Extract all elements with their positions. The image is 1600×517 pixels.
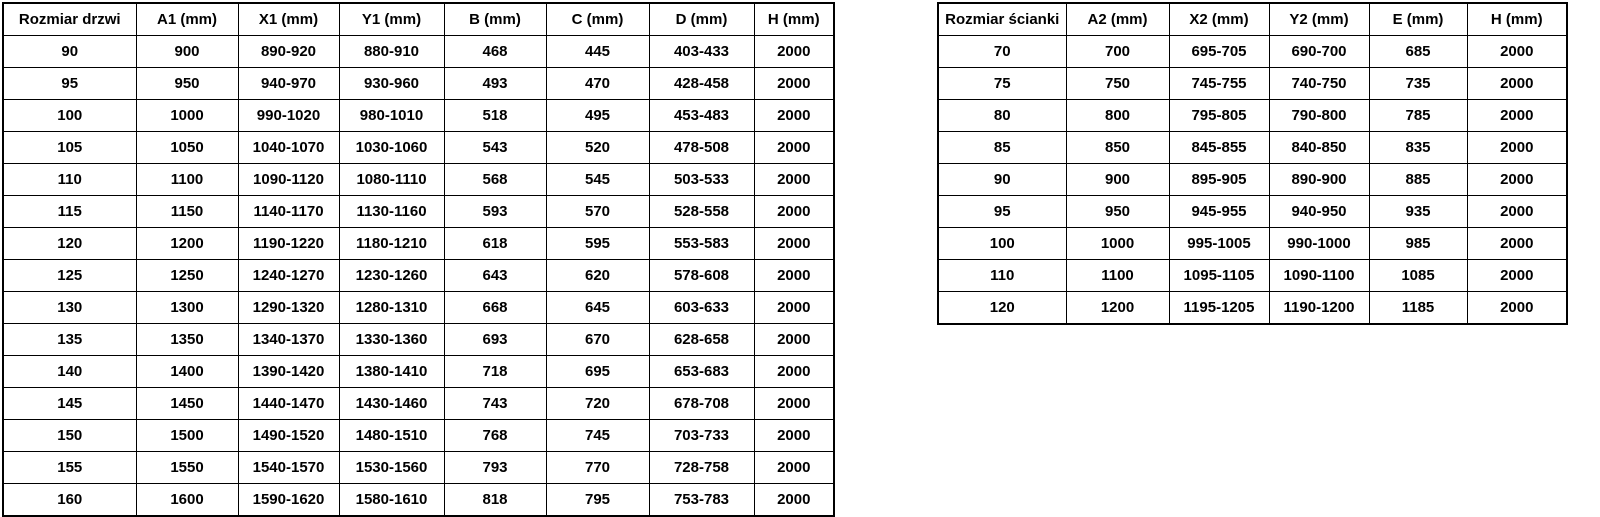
table-cell: 95: [938, 196, 1066, 228]
table-cell: 1290-1320: [238, 292, 339, 324]
table-cell: 2000: [754, 356, 834, 388]
table-cell: 145: [3, 388, 136, 420]
table-cell: 950: [136, 68, 238, 100]
table-cell: 768: [444, 420, 546, 452]
table-row: [3, 100, 834, 132]
table-cell: 1000: [136, 100, 238, 132]
table-cell: 2000: [754, 196, 834, 228]
table-cell: 130: [3, 292, 136, 324]
header-cell: H (mm): [754, 3, 834, 36]
table-cell: 740-750: [1269, 68, 1369, 100]
table-cell: 2000: [1467, 36, 1567, 68]
table-cell: 793: [444, 452, 546, 484]
table-cell: 2000: [754, 324, 834, 356]
header-cell: E (mm): [1369, 3, 1467, 36]
header-cell: H (mm): [1467, 3, 1567, 36]
table-row: [3, 356, 834, 388]
table-cell: 1530-1560: [339, 452, 444, 484]
table-cell: 880-910: [339, 36, 444, 68]
table-cell: 545: [546, 164, 649, 196]
table-cell: 670: [546, 324, 649, 356]
table-cell: 1540-1570: [238, 452, 339, 484]
table-cell: 745: [546, 420, 649, 452]
table-cell: 628-658: [649, 324, 754, 356]
table-cell: 950: [1066, 196, 1169, 228]
table-cell: 620: [546, 260, 649, 292]
table-cell: 945-955: [1169, 196, 1269, 228]
header-cell: Rozmiar ścianki: [938, 3, 1066, 36]
table-cell: 2000: [754, 260, 834, 292]
table-cell: 1040-1070: [238, 132, 339, 164]
table-cell: 1090-1100: [1269, 260, 1369, 292]
table-cell: 100: [938, 228, 1066, 260]
table-cell: 695: [546, 356, 649, 388]
table-cell: 595: [546, 228, 649, 260]
table-cell: 845-855: [1169, 132, 1269, 164]
table-cell: 1480-1510: [339, 420, 444, 452]
table-cell: 1195-1205: [1169, 292, 1269, 325]
table-cell: 995-1005: [1169, 228, 1269, 260]
table-cell: 1000: [1066, 228, 1169, 260]
table-cell: 1095-1105: [1169, 260, 1269, 292]
table-cell: 150: [3, 420, 136, 452]
table-cell: 115: [3, 196, 136, 228]
table-cell: 1330-1360: [339, 324, 444, 356]
table-cell: 653-683: [649, 356, 754, 388]
table-cell: 85: [938, 132, 1066, 164]
table-cell: 890-920: [238, 36, 339, 68]
table-cell: 695-705: [1169, 36, 1269, 68]
table-cell: 1300: [136, 292, 238, 324]
table-cell: 2000: [754, 484, 834, 517]
wall-size-table: [937, 2, 1568, 325]
table-cell: 1580-1610: [339, 484, 444, 517]
table-cell: 2000: [754, 132, 834, 164]
table-row: [938, 68, 1567, 100]
table-row: [3, 388, 834, 420]
table-cell: 553-583: [649, 228, 754, 260]
table-cell: 1500: [136, 420, 238, 452]
table-cell: 2000: [754, 452, 834, 484]
table-cell: 570: [546, 196, 649, 228]
table-row: [938, 100, 1567, 132]
table-cell: 1050: [136, 132, 238, 164]
table-cell: 105: [3, 132, 136, 164]
table-cell: 2000: [1467, 164, 1567, 196]
table-cell: 1490-1520: [238, 420, 339, 452]
table-cell: 980-1010: [339, 100, 444, 132]
table-cell: 155: [3, 452, 136, 484]
table-cell: 2000: [1467, 196, 1567, 228]
table-cell: 900: [1066, 164, 1169, 196]
table-cell: 2000: [1467, 100, 1567, 132]
table-cell: 2000: [754, 228, 834, 260]
table-cell: 895-905: [1169, 164, 1269, 196]
table-cell: 125: [3, 260, 136, 292]
table-cell: 603-633: [649, 292, 754, 324]
table-cell: 578-608: [649, 260, 754, 292]
table-cell: 900: [136, 36, 238, 68]
table-cell: 685: [1369, 36, 1467, 68]
table-row: [3, 484, 834, 517]
table-cell: 478-508: [649, 132, 754, 164]
table-cell: 403-433: [649, 36, 754, 68]
table-row: [938, 260, 1567, 292]
table-cell: 528-558: [649, 196, 754, 228]
table-cell: 1190-1200: [1269, 292, 1369, 325]
table-cell: 885: [1369, 164, 1467, 196]
table-cell: 70: [938, 36, 1066, 68]
table-row: [3, 420, 834, 452]
table-cell: 543: [444, 132, 546, 164]
table-row: [3, 324, 834, 356]
table-cell: 1100: [136, 164, 238, 196]
table-cell: 1250: [136, 260, 238, 292]
table-cell: 100: [3, 100, 136, 132]
table-cell: 935: [1369, 196, 1467, 228]
table-cell: 990-1000: [1269, 228, 1369, 260]
door-size-table: [2, 2, 835, 517]
table-cell: 643: [444, 260, 546, 292]
table-cell: 468: [444, 36, 546, 68]
table-cell: 940-970: [238, 68, 339, 100]
table-row: [3, 132, 834, 164]
table-cell: 840-850: [1269, 132, 1369, 164]
table-cell: 1130-1160: [339, 196, 444, 228]
table-cell: 2000: [754, 36, 834, 68]
table-cell: 1150: [136, 196, 238, 228]
table-row: [3, 36, 834, 68]
header-cell: X1 (mm): [238, 3, 339, 36]
table-cell: 850: [1066, 132, 1169, 164]
table-cell: 1100: [1066, 260, 1169, 292]
table-cell: 1200: [1066, 292, 1169, 325]
table-cell: 785: [1369, 100, 1467, 132]
table-cell: 120: [3, 228, 136, 260]
table-cell: 518: [444, 100, 546, 132]
table-row: [3, 292, 834, 324]
table-cell: 120: [938, 292, 1066, 325]
table-cell: 1180-1210: [339, 228, 444, 260]
table-row: [3, 68, 834, 100]
table-cell: 645: [546, 292, 649, 324]
door-table-header-row: [3, 3, 834, 36]
table-cell: 493: [444, 68, 546, 100]
header-cell: B (mm): [444, 3, 546, 36]
table-cell: 95: [3, 68, 136, 100]
header-cell: A1 (mm): [136, 3, 238, 36]
table-cell: 75: [938, 68, 1066, 100]
table-cell: 743: [444, 388, 546, 420]
table-cell: 428-458: [649, 68, 754, 100]
wall-table-header-row: [938, 3, 1567, 36]
table-cell: 735: [1369, 68, 1467, 100]
table-cell: 1280-1310: [339, 292, 444, 324]
table-cell: 2000: [754, 388, 834, 420]
table-row: [938, 164, 1567, 196]
table-cell: 2000: [1467, 228, 1567, 260]
table-cell: 770: [546, 452, 649, 484]
table-cell: 495: [546, 100, 649, 132]
table-cell: 818: [444, 484, 546, 517]
table-cell: 453-483: [649, 100, 754, 132]
table-cell: 618: [444, 228, 546, 260]
table-cell: 1450: [136, 388, 238, 420]
table-cell: 90: [3, 36, 136, 68]
table-cell: 110: [3, 164, 136, 196]
table-cell: 1350: [136, 324, 238, 356]
table-cell: 720: [546, 388, 649, 420]
table-cell: 790-800: [1269, 100, 1369, 132]
table-cell: 135: [3, 324, 136, 356]
table-cell: 1550: [136, 452, 238, 484]
table-cell: 2000: [1467, 132, 1567, 164]
table-cell: 728-758: [649, 452, 754, 484]
table-cell: 90: [938, 164, 1066, 196]
table-cell: 2000: [754, 292, 834, 324]
table-cell: 750: [1066, 68, 1169, 100]
header-cell: C (mm): [546, 3, 649, 36]
table-cell: 2000: [754, 164, 834, 196]
table-cell: 593: [444, 196, 546, 228]
table-cell: 80: [938, 100, 1066, 132]
wall-table-body: [938, 36, 1567, 325]
table-cell: 140: [3, 356, 136, 388]
table-cell: 678-708: [649, 388, 754, 420]
header-cell: A2 (mm): [1066, 3, 1169, 36]
table-cell: 795: [546, 484, 649, 517]
table-cell: 470: [546, 68, 649, 100]
table-row: [938, 292, 1567, 325]
table-row: [938, 36, 1567, 68]
table-row: [938, 196, 1567, 228]
table-cell: 1380-1410: [339, 356, 444, 388]
table-cell: 1030-1060: [339, 132, 444, 164]
table-cell: 1090-1120: [238, 164, 339, 196]
table-cell: 718: [444, 356, 546, 388]
table-row: [3, 164, 834, 196]
header-cell: Y1 (mm): [339, 3, 444, 36]
table-cell: 1430-1460: [339, 388, 444, 420]
door-table-body: [3, 36, 834, 517]
table-row: [3, 196, 834, 228]
table-cell: 745-755: [1169, 68, 1269, 100]
table-cell: 160: [3, 484, 136, 517]
table-cell: 2000: [754, 68, 834, 100]
table-cell: 1200: [136, 228, 238, 260]
table-cell: 753-783: [649, 484, 754, 517]
table-cell: 700: [1066, 36, 1169, 68]
table-cell: 1190-1220: [238, 228, 339, 260]
table-cell: 1400: [136, 356, 238, 388]
table-cell: 1080-1110: [339, 164, 444, 196]
table-cell: 1185: [1369, 292, 1467, 325]
table-cell: 1240-1270: [238, 260, 339, 292]
table-cell: 835: [1369, 132, 1467, 164]
header-cell: X2 (mm): [1169, 3, 1269, 36]
header-cell: Rozmiar drzwi: [3, 3, 136, 36]
table-cell: 940-950: [1269, 196, 1369, 228]
table-cell: 2000: [754, 420, 834, 452]
table-cell: 1440-1470: [238, 388, 339, 420]
table-cell: 795-805: [1169, 100, 1269, 132]
table-cell: 985: [1369, 228, 1467, 260]
table-cell: 1140-1170: [238, 196, 339, 228]
table-cell: 990-1020: [238, 100, 339, 132]
table-row: [3, 228, 834, 260]
table-cell: 1085: [1369, 260, 1467, 292]
table-cell: 703-733: [649, 420, 754, 452]
table-cell: 690-700: [1269, 36, 1369, 68]
table-row: [938, 132, 1567, 164]
table-cell: 445: [546, 36, 649, 68]
table-row: [3, 260, 834, 292]
table-cell: 503-533: [649, 164, 754, 196]
table-cell: 2000: [754, 100, 834, 132]
table-cell: 693: [444, 324, 546, 356]
table-cell: 1230-1260: [339, 260, 444, 292]
table-cell: 110: [938, 260, 1066, 292]
table-cell: 2000: [1467, 292, 1567, 325]
table-cell: 800: [1066, 100, 1169, 132]
table-cell: 568: [444, 164, 546, 196]
table-cell: 930-960: [339, 68, 444, 100]
table-row: [938, 228, 1567, 260]
table-cell: 668: [444, 292, 546, 324]
table-cell: 520: [546, 132, 649, 164]
table-cell: 1590-1620: [238, 484, 339, 517]
table-cell: 2000: [1467, 68, 1567, 100]
table-cell: 1340-1370: [238, 324, 339, 356]
table-cell: 1600: [136, 484, 238, 517]
table-cell: 2000: [1467, 260, 1567, 292]
table-cell: 890-900: [1269, 164, 1369, 196]
header-cell: D (mm): [649, 3, 754, 36]
table-cell: 1390-1420: [238, 356, 339, 388]
header-cell: Y2 (mm): [1269, 3, 1369, 36]
table-row: [3, 452, 834, 484]
